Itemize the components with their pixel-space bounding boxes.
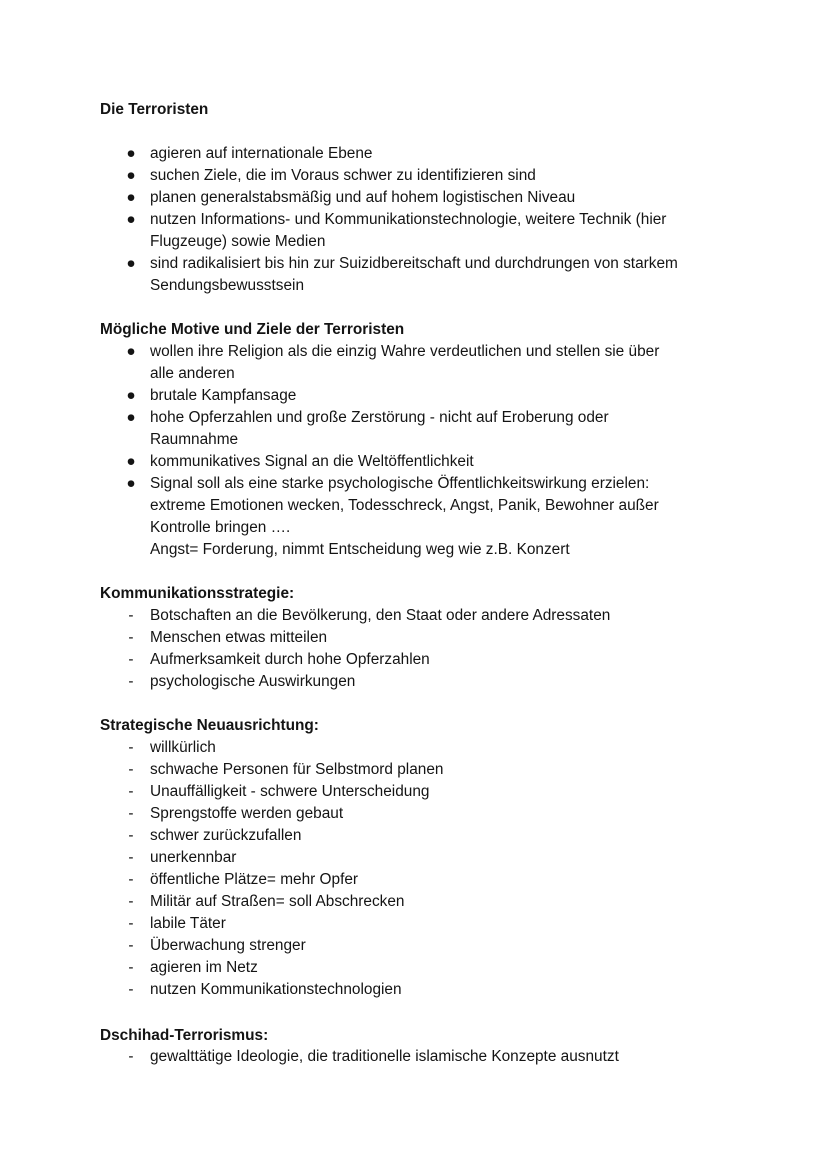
item-text: Militär auf Straßen= soll Abschrecken — [150, 893, 405, 910]
item-text: Flugzeuge) sowie Medien — [150, 233, 326, 250]
bullet-list — [0, 143, 828, 297]
section-heading: Dschihad-Terrorismus: — [100, 1027, 269, 1044]
item-text: extreme Emotionen wecken, Todesschreck, Angst, Panik, Bewohner außer — [150, 497, 659, 514]
item-text: nutzen Kommunikationstechnologien — [150, 981, 402, 998]
item-text: hohe Opferzahlen und große Zerstörung - nicht auf Eroberung oder — [150, 409, 609, 426]
item-text: agieren auf internationale Ebene — [150, 145, 373, 162]
bullet-marker: ● — [126, 409, 136, 426]
list-item — [0, 957, 740, 979]
dash-marker: - — [128, 607, 134, 624]
list-item — [0, 143, 740, 165]
item-text: Menschen etwas mitteilen — [150, 629, 328, 646]
bullet-marker: ● — [126, 145, 136, 162]
dash-marker: - — [128, 959, 134, 976]
dash-marker: - — [128, 739, 134, 756]
item-text: gewalttätige Ideologie, die traditionelle islamische Konzepte ausnutzt — [150, 1048, 619, 1065]
list-item — [0, 209, 740, 253]
list-item — [0, 649, 740, 671]
item-text: psychologische Auswirkungen — [150, 673, 356, 690]
dash-marker: - — [128, 915, 134, 932]
item-text: Überwachung strenger — [150, 937, 306, 954]
dash-marker: - — [128, 871, 134, 888]
dash-list — [0, 737, 828, 1001]
list-item — [0, 913, 740, 935]
item-text: agieren im Netz — [150, 959, 258, 976]
list-item — [0, 253, 740, 297]
bullet-marker: ● — [126, 343, 136, 360]
list-item — [0, 737, 740, 759]
item-text: nutzen Informations- und Kommunikationstechnologie, weitere Technik (hier — [150, 211, 667, 228]
list-item — [0, 627, 740, 649]
item-text: Raumnahme — [150, 431, 239, 448]
section-heading: Mögliche Motive und Ziele der Terroristen — [100, 321, 405, 338]
dash-marker: - — [128, 937, 134, 954]
dash-marker: - — [128, 981, 134, 998]
list-item — [0, 979, 740, 1001]
dash-marker: - — [128, 673, 134, 690]
section-heading: Strategische Neuausrichtung: — [100, 717, 319, 734]
bullet-marker: ● — [126, 211, 136, 228]
list-item — [0, 341, 740, 385]
bullet-marker: ● — [126, 387, 136, 404]
item-text: suchen Ziele, die im Voraus schwer zu identifizieren sind — [150, 167, 536, 184]
item-text: Signal soll als eine starke psychologische Öffentlichkeitswirkung erzielen: — [150, 475, 650, 492]
item-text: kommunikatives Signal an die Weltöffentlichkeit — [150, 453, 474, 470]
item-text: Sprengstoffe werden gebaut — [150, 805, 344, 822]
item-text: öffentliche Plätze= mehr Opfer — [150, 871, 359, 888]
dash-marker: - — [128, 827, 134, 844]
item-text: schwache Personen für Selbstmord planen — [150, 761, 444, 778]
section-heading: Die Terroristen — [100, 101, 209, 118]
list-item — [0, 825, 740, 847]
list-item — [0, 869, 740, 891]
list-item — [0, 759, 740, 781]
list-item — [0, 891, 740, 913]
item-text: planen generalstabsmäßig und auf hohem logistischen Niveau — [150, 189, 576, 206]
bullet-marker: ● — [126, 255, 136, 272]
bullet-marker: ● — [126, 475, 136, 492]
item-text: unerkennbar — [150, 849, 237, 866]
dash-marker: - — [128, 849, 134, 866]
item-text: Aufmerksamkeit durch hohe Opferzahlen — [150, 651, 430, 668]
list-item — [0, 165, 740, 187]
item-text: Angst= Forderung, nimmt Entscheidung weg wie z.B. Konzert — [150, 541, 570, 558]
list-item — [0, 605, 740, 627]
dash-marker: - — [128, 893, 134, 910]
dash-marker: - — [128, 783, 134, 800]
bullet-marker: ● — [126, 453, 136, 470]
item-text: Sendungsbewusstsein — [150, 277, 305, 294]
bullet-marker: ● — [126, 189, 136, 206]
item-text: Kontrolle bringen …. — [150, 519, 291, 536]
bullet-marker: ● — [126, 167, 136, 184]
list-item — [0, 451, 740, 473]
list-item — [0, 847, 740, 869]
list-item — [0, 187, 740, 209]
dash-marker: - — [128, 1048, 134, 1065]
dash-list — [0, 605, 828, 693]
list-item — [0, 407, 740, 451]
item-text: schwer zurückzufallen — [150, 827, 302, 844]
dash-marker: - — [128, 651, 134, 668]
list-item — [0, 671, 740, 693]
dash-marker: - — [128, 761, 134, 778]
list-item — [0, 803, 740, 825]
bullet-list — [0, 341, 828, 561]
dash-marker: - — [128, 629, 134, 646]
item-text: alle anderen — [150, 365, 235, 382]
item-text: Unauffälligkeit - schwere Unterscheidung — [150, 783, 430, 800]
item-text: brutale Kampfansage — [150, 387, 297, 404]
list-item — [0, 781, 740, 803]
item-text: sind radikalisiert bis hin zur Suizidbereitschaft und durchdrungen von starkem — [150, 255, 678, 272]
item-text: labile Täter — [150, 915, 226, 932]
list-item — [0, 935, 740, 957]
list-item — [0, 385, 740, 407]
dash-list — [0, 1046, 828, 1068]
item-text: Botschaften an die Bevölkerung, den Staat oder andere Adressaten — [150, 607, 611, 624]
section-heading: Kommunikationsstrategie: — [100, 585, 295, 602]
list-item — [0, 1046, 740, 1068]
list-item — [0, 473, 740, 561]
item-text: willkürlich — [150, 739, 216, 756]
item-text: wollen ihre Religion als die einzig Wahre verdeutlichen und stellen sie über — [150, 343, 660, 360]
dash-marker: - — [128, 805, 134, 822]
